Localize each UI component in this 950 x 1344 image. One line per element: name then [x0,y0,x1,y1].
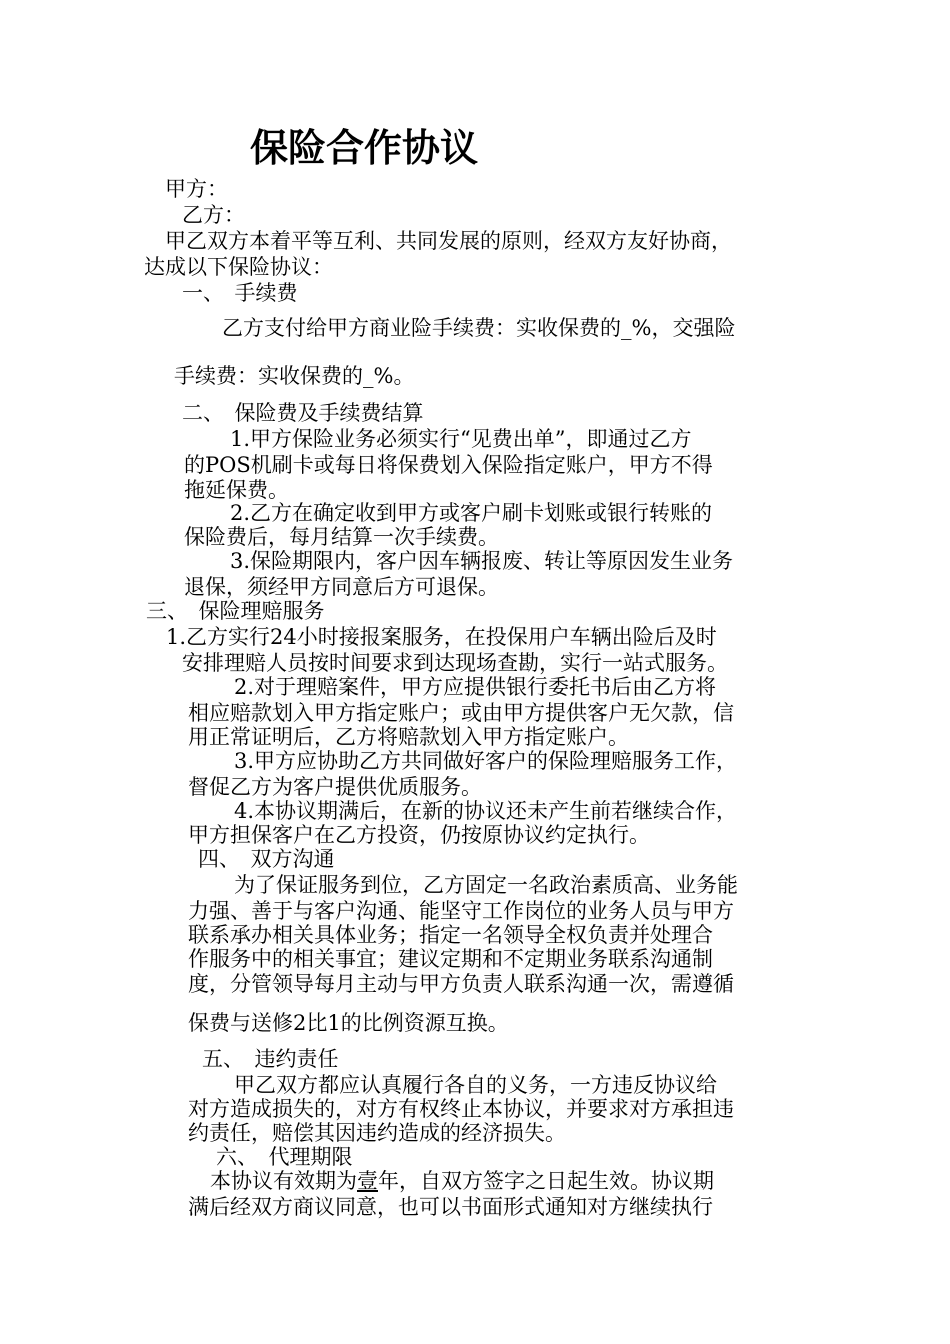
section-6-heading: 六、 代理期限 [216,1145,353,1169]
section-5-heading: 五、 违约责任 [202,1047,339,1071]
intro-line: 甲乙双方本着平等互利、共同发展的原则，经双方友好协商， [165,229,732,253]
section-3-item: 4.本协议期满后，在新的协议还未产生前若继续合作， [234,799,738,823]
section-4-text: 作服务中的相关事宜；建议定期和不定期业务联系沟通制 [188,947,713,971]
section-3-item: 督促乙方为客户提供优质服务。 [188,775,482,799]
section-4-heading: 四、 双方沟通 [198,847,335,871]
section-4-text: 保费与送修2比1的比例资源互换。 [188,1011,509,1035]
intro-line: 达成以下保险协议： [144,255,333,279]
section-2-item: 1.甲方保险业务必须实行“见费出单”，即通过乙方 [230,427,692,451]
section-3-item: 甲方担保客户在乙方投资，仍按原协议约定执行。 [188,823,650,847]
party-b-label: 乙方： [182,203,245,227]
section-3-heading: 三、 保险理赔服务 [146,599,325,623]
section-5-text: 甲乙双方都应认真履行各自的义务，一方违反协议给 [234,1073,717,1097]
section-3-item: 相应赔款划入甲方指定账户；或由甲方提供客户无欠款，信 [188,701,734,725]
section-3-item: 2.对于理赔案件，甲方应提供银行委托书后由乙方将 [234,675,717,699]
section-2-item: 退保，须经甲方同意后方可退保。 [184,575,499,599]
section-1-heading: 一、 手续费 [182,281,298,305]
section-3-item: 用正常证明后，乙方将赔款划入甲方指定账户。 [188,725,629,749]
party-a-label: 甲方： [165,177,228,201]
section-3-item: 3.甲方应协助乙方共同做好客户的保险理赔服务工作， [234,749,738,773]
section-1-text: 乙方支付给甲方商业险手续费：实收保费的_%，交强险 [222,316,736,340]
section-2-heading: 二、 保险费及手续费结算 [182,401,424,425]
section-4-text: 度，分管领导每月主动与甲方负责人联系沟通一次，需遵循 [188,972,734,996]
section-6-text: 满后经双方商议同意，也可以书面形式通知对方继续执行 [188,1195,713,1219]
section-1-text: 手续费：实收保费的_%。 [174,364,415,388]
section-2-item: 拖延保费。 [184,478,289,502]
term-years: 壹 [357,1169,378,1193]
document-title: 保险合作协议 [250,125,479,170]
section-3-item: 1.乙方实行24小时接报案服务，在投保用户车辆出险后及时 [166,625,717,649]
section-4-text: 联系承办相关具体业务；指定一名领导全权负责并处理合 [188,923,713,947]
section-2-item: 的POS机刷卡或每日将保费划入保险指定账户，甲方不得 [184,453,713,477]
section-3-item: 安排理赔人员按时间要求到达现场查勘，实行一站式服务。 [182,651,728,675]
section-4-text: 力强、善于与客户沟通、能坚守工作岗位的业务人员与甲方 [188,899,734,923]
section-2-item: 3.保险期限内，客户因车辆报废、转让等原因发生业务 [230,549,734,573]
section-5-text: 对方造成损失的，对方有权终止本协议，并要求对方承担违 [188,1097,734,1121]
section-5-text: 约责任，赔偿其因违约造成的经济损失。 [188,1121,566,1145]
section-2-item: 保险费后，每月结算一次手续费。 [184,525,499,549]
section-6-text: 本协议有效期为壹年，自双方签字之日起生效。协议期 [210,1169,714,1193]
section-4-text: 为了保证服务到位，乙方固定一名政治素质高、业务能 [234,873,738,897]
section-2-item: 2.乙方在确定收到甲方或客户刷卡划账或银行转账的 [230,501,713,525]
